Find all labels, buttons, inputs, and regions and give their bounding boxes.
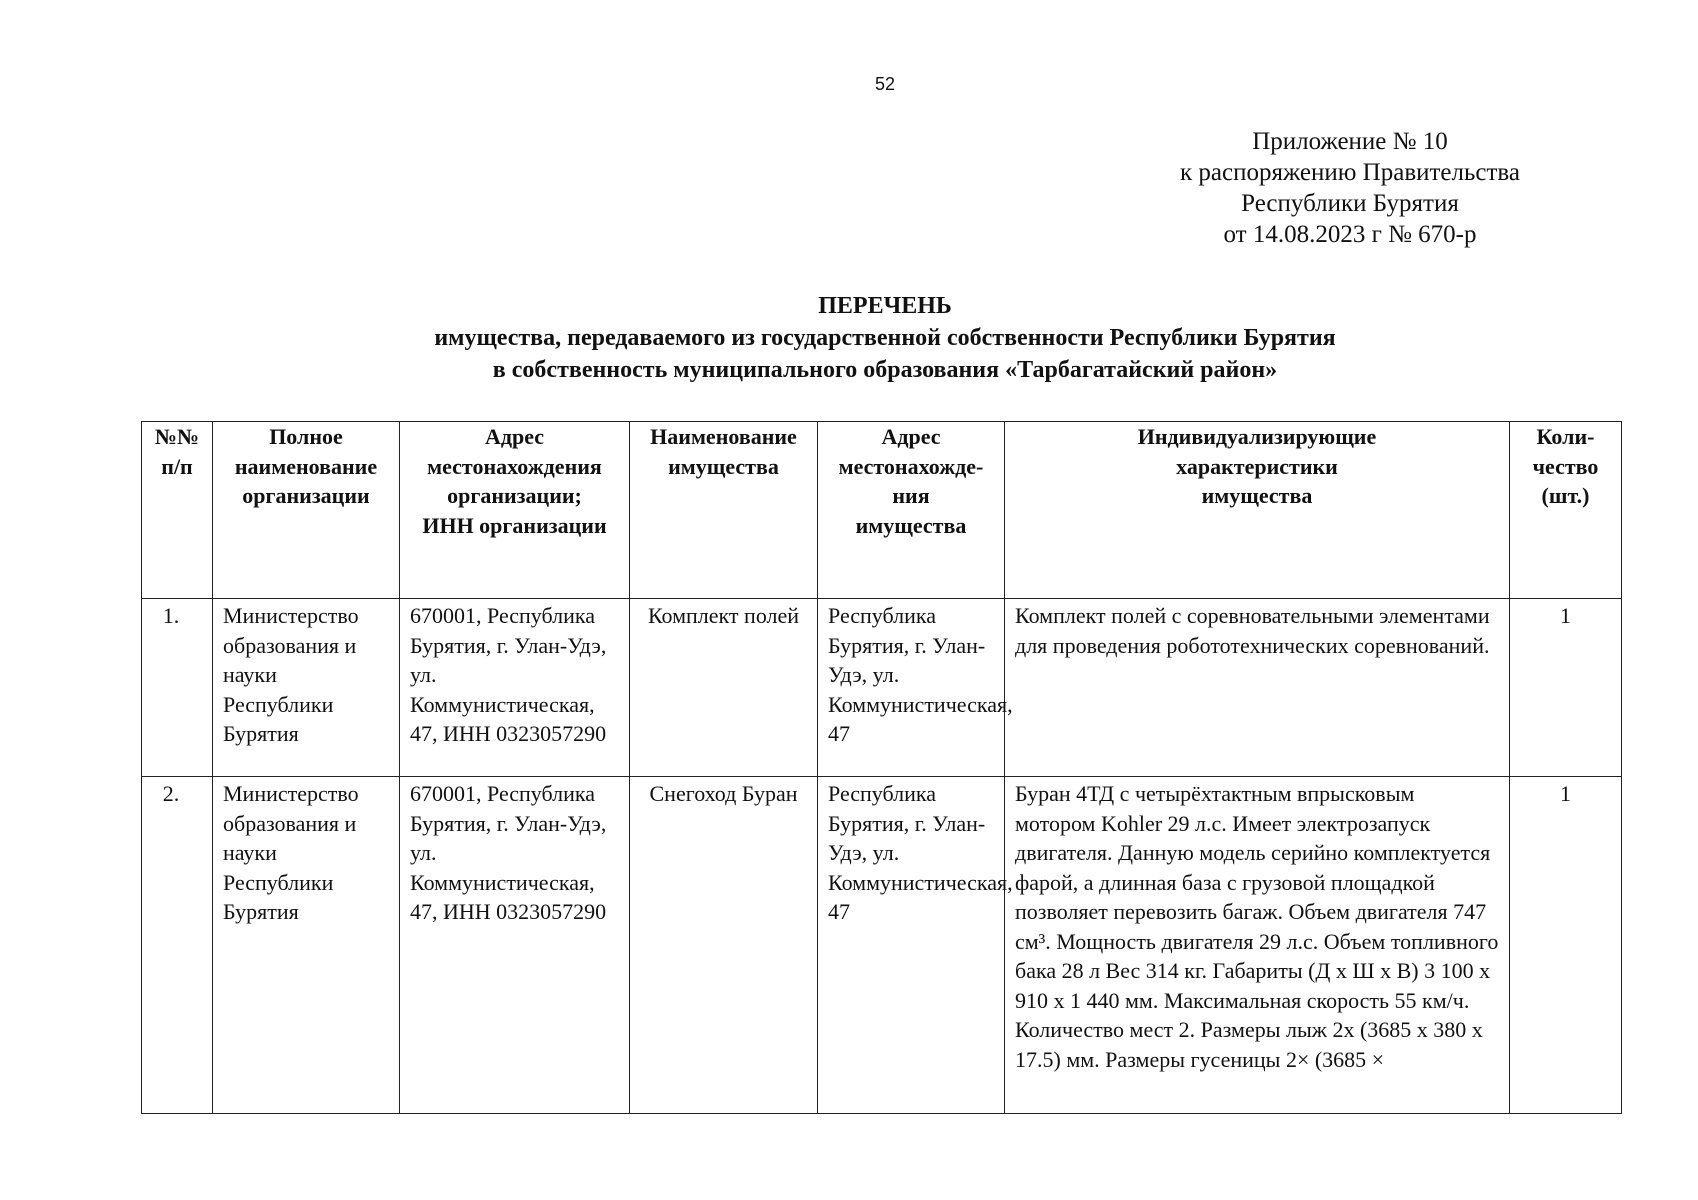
header-org-name: Полное наименование организации — [213, 422, 400, 599]
cell-org-address: 670001, Республика Бурятия, г. Улан-Удэ, ул. Коммунистическая, 47, ИНН 0323057290 — [400, 599, 630, 777]
appendix-line: к распоряжению Правительства — [1179, 159, 1520, 186]
header-characteristics: Индивидуализирующие характеристики имущества — [1005, 422, 1510, 599]
title-subheading: имущества, передаваемого из государственной собственности Республики Бурятия — [434, 325, 1336, 351]
header-property-name: Наименование имущества — [630, 422, 818, 599]
cell-num: 2. — [142, 777, 213, 1114]
table-row — [142, 599, 1622, 777]
table-header-row — [142, 422, 1622, 599]
table-row — [142, 777, 1622, 1114]
cell-property-name: Снегоход Буран — [630, 777, 818, 1114]
cell-characteristics: Буран 4ТД с четырёхтактным впрысковым мотором Kohler 29 л.с. Имеет электрозапуск двигателя. Данную модель серийно комплектуется фарой, а длинная база с грузовой площадкой позволяет перевозить багаж. Объем двигателя 747 см³. Мощность двигателя 29 л.с. Объем топливного бака 28 л Вес 314 кг. Габариты (Д х Ш х В) 3 100 х 910 х 1 440 мм. Максимальная скорость 55 км/ч. Количество мест 2. Размеры лыж 2х (3685 х 380 х 17.5) мм. Размеры гусеницы 2× (3685 × — [1005, 777, 1510, 1114]
cell-org-name: Министерство образования и науки Республики Бурятия — [213, 599, 400, 777]
title-heading: ПЕРЕЧЕНЬ — [818, 293, 952, 319]
header-quantity: Коли- чество (шт.) — [1510, 422, 1622, 599]
appendix-line: от 14.08.2023 г № 670-р — [1223, 221, 1477, 248]
cell-quantity: 1 — [1510, 599, 1622, 777]
document-title — [0, 290, 1698, 386]
cell-property-address: Республика Бурятия, г. Улан-Удэ, ул. Коммунистическая, 47 — [818, 777, 1005, 1114]
cell-num: 1. — [142, 599, 213, 777]
header-num: №№ п/п — [142, 422, 213, 599]
title-subheading: в собственность муниципального образования «Тарбагатайский район» — [492, 357, 1278, 383]
property-table — [141, 421, 1622, 1114]
cell-property-address: Республика Бурятия, г. Улан-Удэ, ул. Коммунистическая, 47 — [818, 599, 1005, 777]
appendix-line: Республики Бурятия — [1241, 190, 1459, 217]
cell-org-name: Министерство образования и науки Республики Бурятия — [213, 777, 400, 1114]
cell-org-address: 670001, Республика Бурятия, г. Улан-Удэ, ул. Коммунистическая, 47, ИНН 0323057290 — [400, 777, 630, 1114]
cell-property-name: Комплект полей — [630, 599, 818, 777]
cell-characteristics: Комплект полей с соревновательными элементами для проведения робототехнических соревнований. — [1005, 599, 1510, 777]
header-org-address: Адрес местонахождения организации; ИНН организации — [400, 422, 630, 599]
cell-quantity: 1 — [1510, 777, 1622, 1114]
appendix-block — [1160, 126, 1540, 250]
page-number: 52 — [874, 74, 896, 94]
header-property-address: Адрес местонахожде- ния имущества — [818, 422, 1005, 599]
appendix-line: Приложение № 10 — [1252, 128, 1448, 155]
